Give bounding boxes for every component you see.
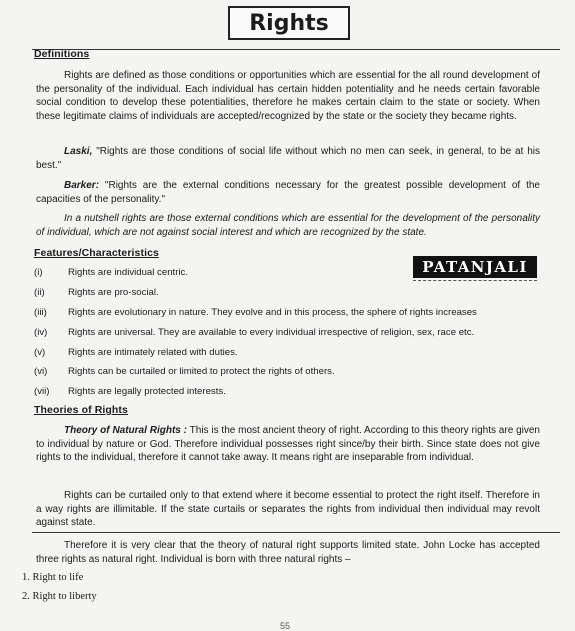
laski-paragraph xyxy=(36,145,540,172)
list-item-text: Rights are evolutionary in nature. They evolve and in this process, the sphere of rights increases xyxy=(68,306,477,318)
barker-name: Barker: xyxy=(64,180,100,191)
list-item-text: Rights are legally protected interests. xyxy=(68,386,226,398)
list-item xyxy=(30,263,550,283)
mid-rule xyxy=(32,532,560,533)
laski-name: Laski, xyxy=(64,146,93,157)
barker-quote: "Rights are the external conditions necessary for the greatest possible development of the capacities of the personality." xyxy=(36,180,540,205)
barker-paragraph xyxy=(36,179,540,206)
natural-right-item: 1. Right to life xyxy=(22,572,84,583)
list-item-number: (iv) xyxy=(34,326,48,338)
list-item-text: Rights are intimately related with duties. xyxy=(68,346,238,358)
natural-rights-title: Theory of Natural Rights : xyxy=(64,425,187,436)
laski-quote: "Rights are those conditions of social life without which no men can seek, in general, to be at his best." xyxy=(36,146,540,171)
list-item-text: Rights are individual centric. xyxy=(68,267,188,279)
natural-right-item: 2. Right to liberty xyxy=(22,591,97,602)
page-number: 55 xyxy=(280,621,291,631)
nutshell-paragraph xyxy=(36,212,540,239)
curtailed-text: Rights can be curtailed only to that extend where it become essential to protect the right itself. Therefore in a way rights are illimitable. If the state curtails or separates the rights from individual then individual may revolt against state. xyxy=(36,490,540,529)
list-item xyxy=(30,303,550,323)
features-list xyxy=(30,263,550,402)
list-item xyxy=(30,322,550,342)
theories-heading: Theories of Rights xyxy=(34,404,128,416)
list-item-number: (ii) xyxy=(34,287,45,299)
definitions-heading: Definitions xyxy=(34,48,90,60)
nutshell-text: In a nutshell rights are those external conditions which are essential for the development of the personality of individual, which are not against social interest and which are recognized by the state. xyxy=(36,213,540,238)
list-item-number: (v) xyxy=(34,346,46,358)
list-item-number: (vii) xyxy=(34,386,50,398)
list-item xyxy=(30,342,550,362)
list-item-text: Rights can be curtailed or limited to protect the rights of others. xyxy=(68,366,335,378)
definition-text: Rights are defined as those conditions or opportunities which are essential for the all round development of the personality of the individual. Each individual has certain hidden potentiality and he needs certain favorable social condition to develop these potentialities, therefore he makes certain claim to the state or society. When these legitimate claims of individuals are accepted/recognized by the state or the society they became rights. xyxy=(36,70,540,122)
list-item-text: Rights are universal. They are available to every individual irrespective of religion, sex, race etc. xyxy=(68,326,475,338)
natural-rights-paragraph xyxy=(36,424,540,465)
list-item-text: Rights are pro-social. xyxy=(68,287,159,299)
page-title: Rights xyxy=(228,6,350,40)
list-item-number: (i) xyxy=(34,267,43,279)
list-item xyxy=(30,283,550,303)
natural-rights-text: This is the most ancient theory of right. According to this theory rights are given to individual by nature or God. Therefore individual possesses right since/by their birth. Since state does not give rights to the individual, therefore it cannot take away. It means right are inseparable from individual. xyxy=(36,425,540,464)
list-item-number: (iii) xyxy=(34,306,47,318)
locke-paragraph xyxy=(36,539,540,566)
locke-text: Therefore it is very clear that the theory of natural right supports limited state. John Locke has accepted three rights as natural right. Individual is born with three natural rights – xyxy=(36,540,540,565)
list-item-number: (vi) xyxy=(34,366,48,378)
list-item xyxy=(30,362,550,382)
top-rule xyxy=(32,49,560,50)
curtailed-paragraph xyxy=(36,489,540,530)
features-heading: Features/Characteristics xyxy=(34,247,159,259)
patanjali-logo: PATANJALI xyxy=(413,256,537,278)
list-item xyxy=(30,382,550,402)
definition-paragraph xyxy=(36,69,540,123)
